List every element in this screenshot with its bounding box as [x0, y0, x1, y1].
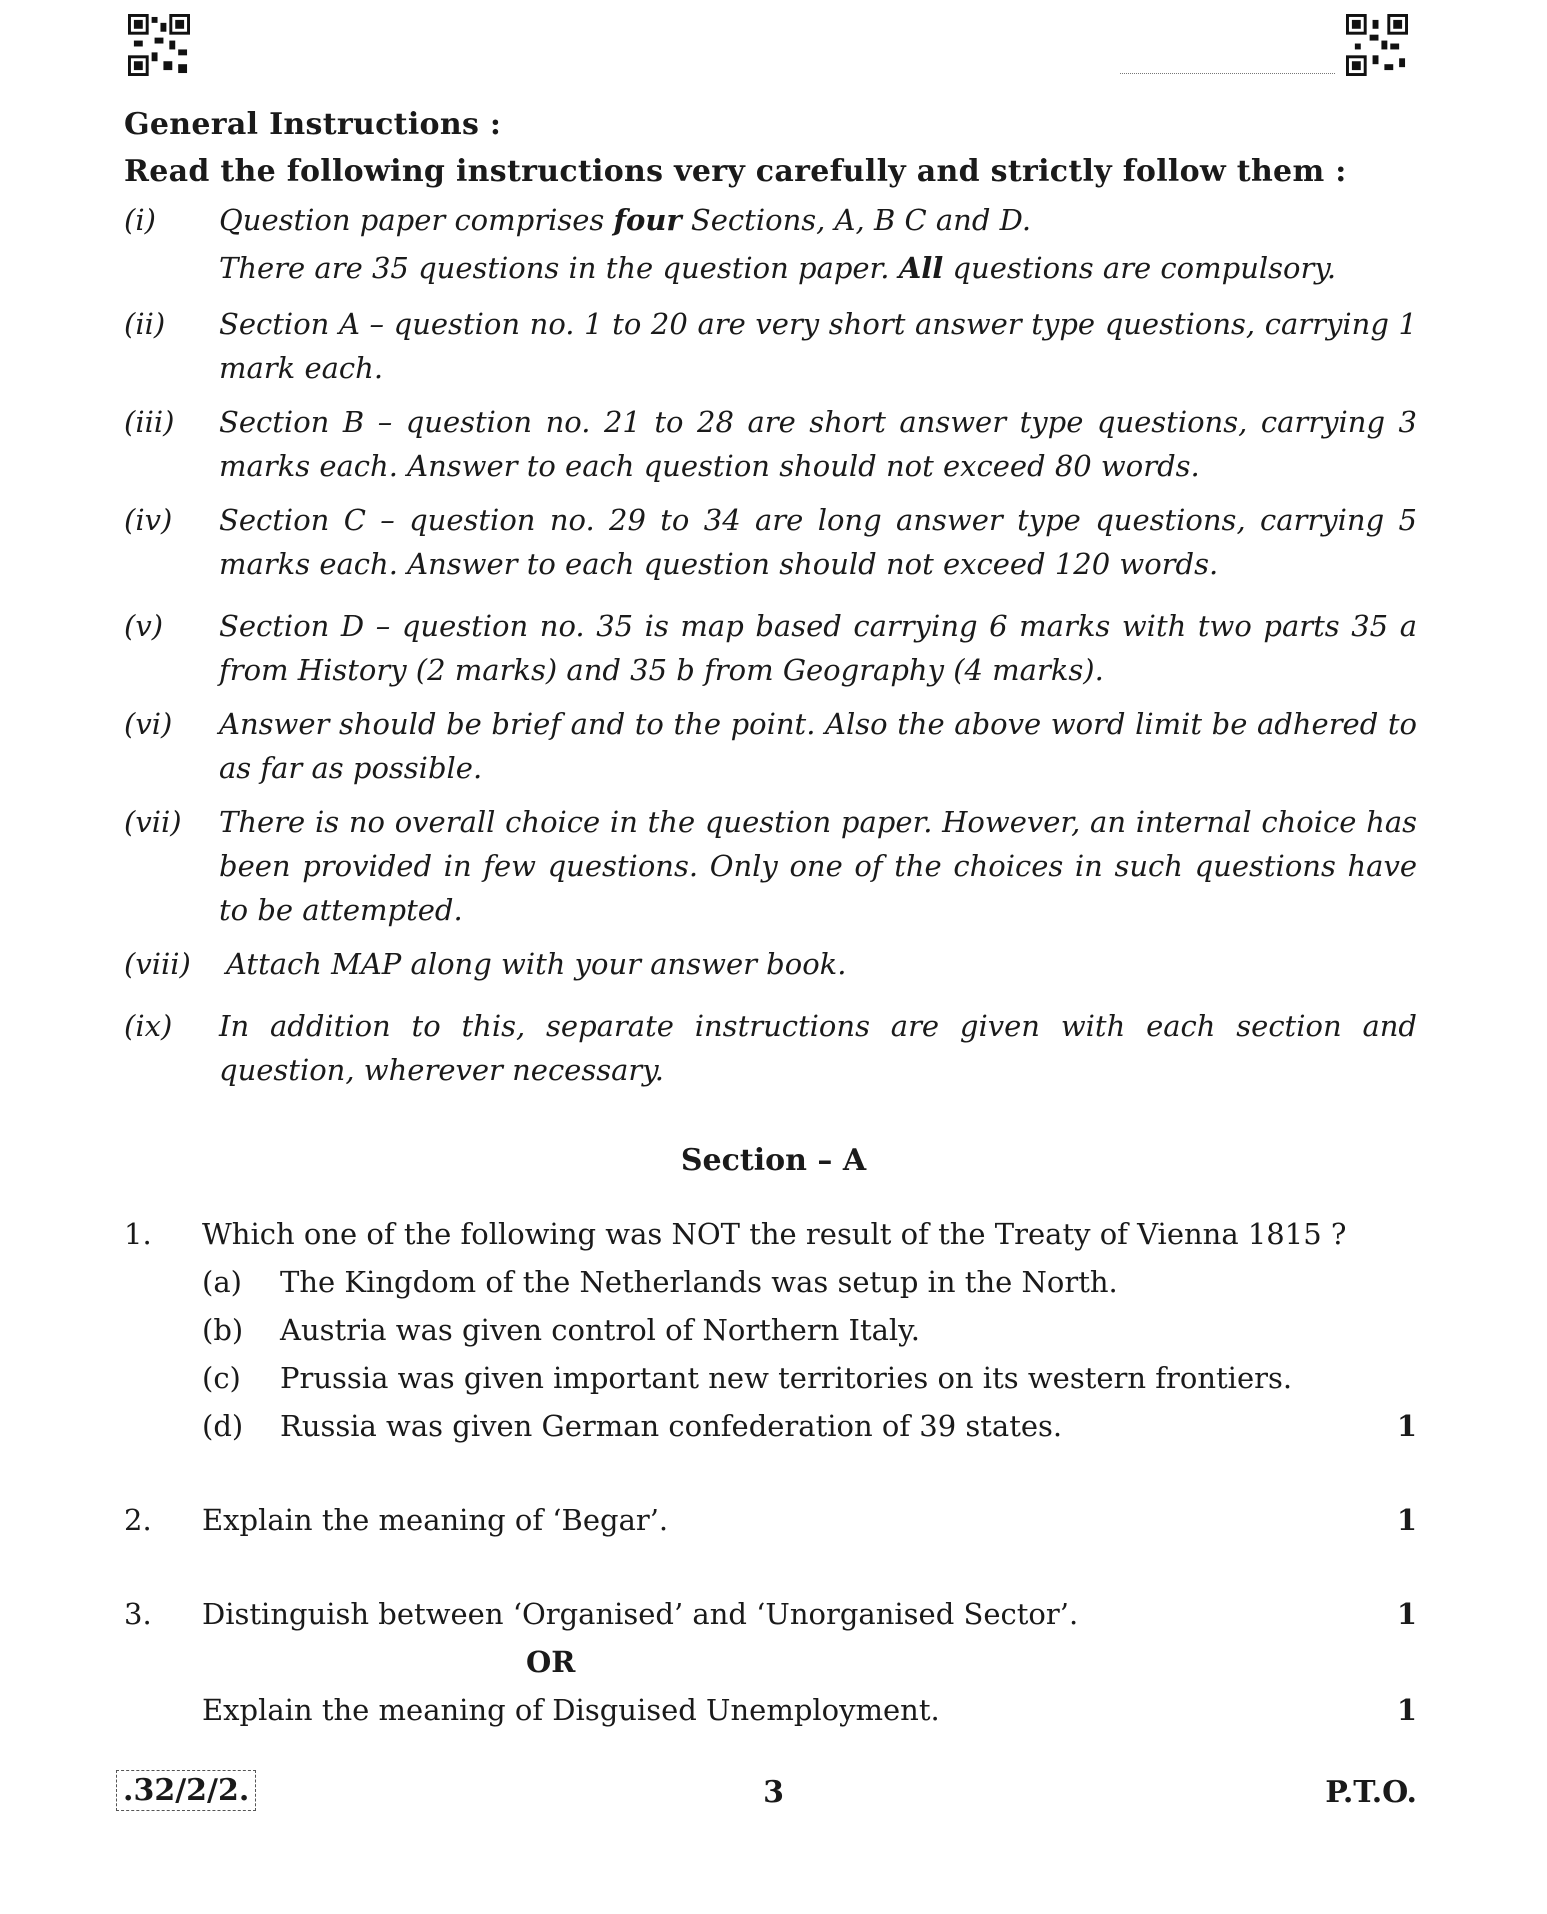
question-item	[124, 1496, 1417, 1544]
instruction-item	[124, 800, 1417, 932]
general-instructions-title: General Instructions :	[124, 107, 502, 142]
instruction-text: Section A – question no. 1 to 20 are very short answer type questions, carrying 1 mark each.	[219, 307, 1417, 385]
instruction-item	[124, 400, 1417, 488]
qr-code-icon	[128, 14, 190, 76]
instruction-number: (v)	[124, 609, 164, 643]
please-turn-over: P.T.O.	[1325, 1775, 1417, 1810]
option-label: (c)	[202, 1361, 241, 1395]
instruction-text: In addition to this, separate instructions are given with each section and question, wherever necessary.	[219, 1009, 1417, 1087]
instruction-number: (viii)	[124, 947, 191, 981]
option-text: The Kingdom of the Netherlands was setup in the North.	[280, 1265, 1118, 1299]
instruction-item	[124, 1004, 1417, 1092]
instruction-number: (iii)	[124, 405, 175, 439]
instruction-text: questions are compulsory.	[943, 251, 1337, 285]
instruction-item	[124, 702, 1417, 790]
instruction-text: Section B – question no. 21 to 28 are short answer type questions, carrying 3 marks each. Answer to each question should not exceed 80 words.	[219, 405, 1417, 483]
question-alt-text: Explain the meaning of Disguised Unemployment.	[202, 1693, 940, 1727]
instruction-text: Answer should be brief and to the point. Also the above word limit be adhered to as far as possible.	[219, 707, 1417, 785]
question-item	[124, 1590, 1417, 1734]
section-title: Section – A	[680, 1143, 867, 1178]
instruction-number: (ix)	[124, 1009, 173, 1043]
question-marks: 1	[1396, 1597, 1417, 1631]
option-label: (b)	[202, 1313, 244, 1347]
option-item	[202, 1402, 1417, 1450]
instruction-text: Section C – question no. 29 to 34 are long answer type questions, carrying 5 marks each. Answer to each question should not exceed 120 words.	[219, 503, 1417, 581]
dotted-line	[1120, 73, 1335, 74]
question-number: 2.	[124, 1503, 152, 1537]
option-item	[202, 1306, 1417, 1354]
instruction-item	[124, 198, 1417, 290]
instruction-number: (vi)	[124, 707, 173, 741]
question-marks: 1	[1396, 1409, 1417, 1443]
general-instructions-subtitle: Read the following instructions very carefully and strictly follow them :	[124, 154, 1347, 189]
instruction-number: (ii)	[124, 307, 166, 341]
option-text: Russia was given German confederation of 39 states.	[280, 1409, 1063, 1443]
instruction-text: Question paper comprises	[219, 203, 614, 237]
question-alt-marks: 1	[1396, 1693, 1417, 1727]
question-text: Which one of the following was NOT the result of the Treaty of Vienna 1815 ?	[202, 1217, 1347, 1251]
option-item	[202, 1258, 1417, 1306]
question-item	[124, 1210, 1417, 1450]
instruction-item	[124, 942, 1417, 986]
option-text: Austria was given control of Northern Italy.	[280, 1313, 920, 1347]
option-text: Prussia was given important new territories on its western frontiers.	[280, 1361, 1293, 1395]
page-number: 3	[763, 1775, 784, 1810]
option-label: (a)	[202, 1265, 242, 1299]
instruction-text: Sections, A, B C and D.	[681, 203, 1032, 237]
instruction-text: Section D – question no. 35 is map based carrying 6 marks with two parts 35 a from History (2 marks) and 35 b from Geography (4 marks).	[219, 609, 1417, 687]
or-label: OR	[526, 1645, 576, 1679]
instruction-bold: All	[898, 251, 944, 285]
instruction-text: There are 35 questions in the question paper.	[219, 251, 899, 285]
qr-code-icon	[1346, 14, 1408, 76]
question-marks: 1	[1396, 1503, 1417, 1537]
instruction-text: There is no overall choice in the question paper. However, an internal choice has been provided in few questions. Only one of the choices in such questions have to be attempted.	[219, 805, 1417, 927]
instruction-number: (iv)	[124, 503, 173, 537]
instruction-number: (vii)	[124, 805, 182, 839]
instruction-item	[124, 604, 1417, 692]
instruction-item	[124, 302, 1417, 390]
option-item	[202, 1354, 1417, 1402]
instruction-bold: four	[613, 203, 682, 237]
question-number: 3.	[124, 1597, 152, 1631]
option-label: (d)	[202, 1409, 244, 1443]
question-text: Distinguish between ‘Organised’ and ‘Unorganised Sector’.	[202, 1597, 1079, 1631]
paper-code: .32/2/2.	[116, 1770, 256, 1811]
instruction-item	[124, 498, 1417, 586]
instruction-number: (i)	[124, 203, 156, 237]
instruction-text: Attach MAP along with your answer book.	[226, 947, 847, 981]
question-number: 1.	[124, 1217, 152, 1251]
question-text: Explain the meaning of ‘Begar’.	[202, 1503, 669, 1537]
